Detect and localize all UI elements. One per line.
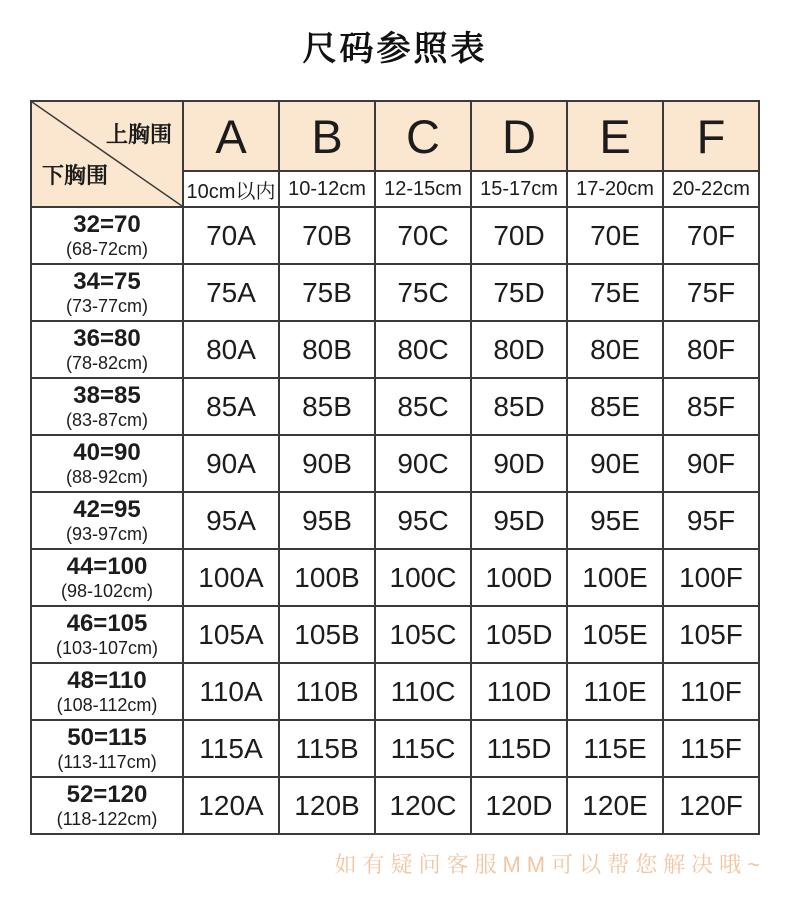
- size-cell-80F: 80F: [663, 321, 759, 378]
- size-cell-70E: 70E: [567, 207, 663, 264]
- size-cell-90E: 90E: [567, 435, 663, 492]
- under-bust-range-cm: (98-102cm): [60, 581, 154, 602]
- under-bust-label-cell: [31, 663, 183, 720]
- diff-range-header-F: 20-22cm: [663, 171, 759, 207]
- diff-range-header-D: 15-17cm: [471, 171, 567, 207]
- size-cell-70B: 70B: [279, 207, 375, 264]
- size-cell-70C: 70C: [375, 207, 471, 264]
- size-cell-80E: 80E: [567, 321, 663, 378]
- corner-label-upper-bust: 上胸围: [105, 122, 172, 147]
- size-cell-105B: 105B: [279, 606, 375, 663]
- size-cell-85A: 85A: [183, 378, 279, 435]
- under-bust-range-cm: (108-112cm): [56, 695, 158, 716]
- size-cell-80C: 80C: [375, 321, 471, 378]
- size-cell-110B: 110B: [279, 663, 375, 720]
- cup-header-A: A: [183, 101, 279, 171]
- table-row: [31, 549, 759, 606]
- size-cell-75A: 75A: [183, 264, 279, 321]
- size-cell-120C: 120C: [375, 777, 471, 834]
- under-bust-label-cell: [31, 492, 183, 549]
- table-body: [31, 207, 759, 834]
- table-row: [31, 321, 759, 378]
- diff-range-header-E: 17-20cm: [567, 171, 663, 207]
- size-cell-70D: 70D: [471, 207, 567, 264]
- table-row: [31, 435, 759, 492]
- size-cell-110C: 110C: [375, 663, 471, 720]
- size-reference-table: [30, 100, 760, 835]
- cup-header-C: C: [375, 101, 471, 171]
- size-cell-100E: 100E: [567, 549, 663, 606]
- under-bust-range-cm: (68-72cm): [65, 239, 149, 260]
- under-bust-size: 34=75: [73, 267, 141, 295]
- size-cell-110A: 110A: [183, 663, 279, 720]
- size-cell-85B: 85B: [279, 378, 375, 435]
- under-bust-size: 48=110: [67, 666, 147, 694]
- diff-range-header-C: 12-15cm: [375, 171, 471, 207]
- size-cell-95F: 95F: [663, 492, 759, 549]
- size-cell-95A: 95A: [183, 492, 279, 549]
- size-cell-75F: 75F: [663, 264, 759, 321]
- cup-header-D: D: [471, 101, 567, 171]
- size-cell-110D: 110D: [471, 663, 567, 720]
- under-bust-range-cm: (113-117cm): [57, 752, 157, 773]
- under-bust-label-cell: [31, 606, 183, 663]
- size-cell-115C: 115C: [375, 720, 471, 777]
- size-cell-105C: 105C: [375, 606, 471, 663]
- size-cell-120B: 120B: [279, 777, 375, 834]
- size-cell-85D: 85D: [471, 378, 567, 435]
- size-cell-100A: 100A: [183, 549, 279, 606]
- under-bust-label-cell: [31, 378, 183, 435]
- table-row: [31, 720, 759, 777]
- size-cell-110E: 110E: [567, 663, 663, 720]
- diff-range-header-A: 10cm以内: [183, 171, 279, 207]
- under-bust-size: 32=70: [73, 210, 141, 238]
- under-bust-label-cell: [31, 720, 183, 777]
- size-cell-120F: 120F: [663, 777, 759, 834]
- table-row: [31, 492, 759, 549]
- size-cell-70F: 70F: [663, 207, 759, 264]
- cup-header-B: B: [279, 101, 375, 171]
- table-row: [31, 606, 759, 663]
- size-cell-95E: 95E: [567, 492, 663, 549]
- page-title: 尺码参照表: [302, 30, 488, 68]
- under-bust-size: 46=105: [66, 609, 148, 637]
- under-bust-range-cm: (88-92cm): [65, 467, 149, 488]
- size-cell-115F: 115F: [663, 720, 759, 777]
- size-cell-95C: 95C: [375, 492, 471, 549]
- under-bust-range-cm: (93-97cm): [65, 524, 149, 545]
- table-row: [31, 264, 759, 321]
- size-cell-80A: 80A: [183, 321, 279, 378]
- under-bust-size: 36=80: [73, 324, 141, 352]
- under-bust-range-cm: (83-87cm): [65, 410, 149, 431]
- size-cell-105F: 105F: [663, 606, 759, 663]
- footer-note: 如有疑问客服MM可以帮您解决哦~: [334, 852, 766, 877]
- diff-range-header-B: 10-12cm: [279, 171, 375, 207]
- under-bust-label-cell: [31, 435, 183, 492]
- size-cell-120A: 120A: [183, 777, 279, 834]
- size-cell-90A: 90A: [183, 435, 279, 492]
- size-cell-80D: 80D: [471, 321, 567, 378]
- corner-cell: [31, 101, 183, 207]
- under-bust-size: 52=120: [66, 780, 148, 808]
- size-cell-90D: 90D: [471, 435, 567, 492]
- cup-header-F: F: [663, 101, 759, 171]
- size-cell-75C: 75C: [375, 264, 471, 321]
- size-cell-120E: 120E: [567, 777, 663, 834]
- under-bust-size: 38=85: [73, 381, 141, 409]
- size-cell-100D: 100D: [471, 549, 567, 606]
- size-cell-95B: 95B: [279, 492, 375, 549]
- under-bust-range-cm: (78-82cm): [65, 353, 149, 374]
- size-cell-100F: 100F: [663, 549, 759, 606]
- size-cell-90C: 90C: [375, 435, 471, 492]
- size-cell-95D: 95D: [471, 492, 567, 549]
- under-bust-range-cm: (118-122cm): [56, 809, 158, 830]
- size-cell-115B: 115B: [279, 720, 375, 777]
- under-bust-label-cell: [31, 549, 183, 606]
- size-cell-105D: 105D: [471, 606, 567, 663]
- cup-header-row: [31, 101, 759, 171]
- size-cell-105A: 105A: [183, 606, 279, 663]
- table-header: [31, 101, 759, 207]
- under-bust-size: 50=115: [67, 723, 147, 751]
- table-row: [31, 378, 759, 435]
- under-bust-label-cell: [31, 264, 183, 321]
- size-cell-115E: 115E: [567, 720, 663, 777]
- under-bust-range-cm: (73-77cm): [65, 296, 149, 317]
- cup-header-E: E: [567, 101, 663, 171]
- corner-label-under-bust: 下胸围: [42, 163, 109, 188]
- size-cell-100C: 100C: [375, 549, 471, 606]
- size-cell-105E: 105E: [567, 606, 663, 663]
- table-row: [31, 663, 759, 720]
- table-row: [31, 207, 759, 264]
- size-cell-80B: 80B: [279, 321, 375, 378]
- under-bust-size: 40=90: [73, 438, 141, 466]
- size-cell-115A: 115A: [183, 720, 279, 777]
- size-cell-120D: 120D: [471, 777, 567, 834]
- size-cell-110F: 110F: [663, 663, 759, 720]
- size-cell-75E: 75E: [567, 264, 663, 321]
- under-bust-label-cell: [31, 777, 183, 834]
- size-cell-75D: 75D: [471, 264, 567, 321]
- size-cell-90F: 90F: [663, 435, 759, 492]
- size-cell-85F: 85F: [663, 378, 759, 435]
- under-bust-size: 44=100: [66, 552, 148, 580]
- size-cell-85C: 85C: [375, 378, 471, 435]
- size-cell-85E: 85E: [567, 378, 663, 435]
- size-cell-115D: 115D: [471, 720, 567, 777]
- size-cell-100B: 100B: [279, 549, 375, 606]
- under-bust-label-cell: [31, 207, 183, 264]
- table-row: [31, 777, 759, 834]
- under-bust-size: 42=95: [73, 495, 141, 523]
- size-cell-75B: 75B: [279, 264, 375, 321]
- under-bust-range-cm: (103-107cm): [55, 638, 159, 659]
- size-cell-90B: 90B: [279, 435, 375, 492]
- size-cell-70A: 70A: [183, 207, 279, 264]
- under-bust-label-cell: [31, 321, 183, 378]
